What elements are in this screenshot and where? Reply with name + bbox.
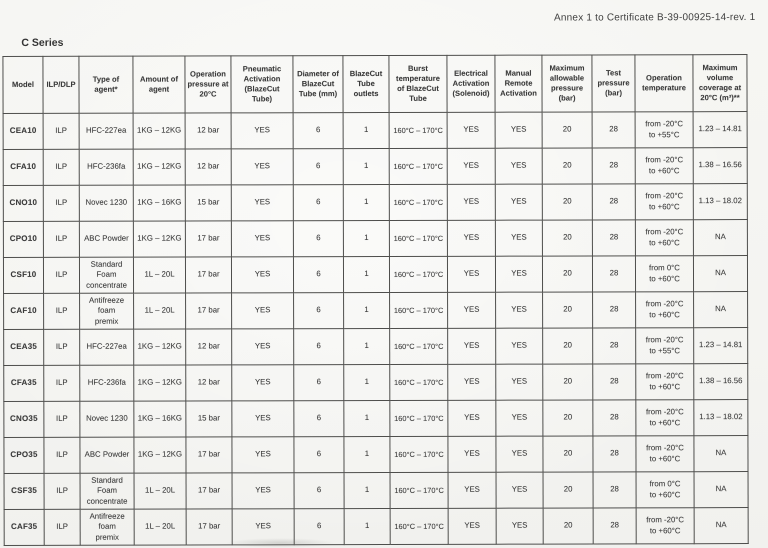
- column-header: Model: [3, 56, 43, 113]
- cell: 1: [343, 256, 389, 292]
- cell: 1: [344, 508, 390, 544]
- cell: YES: [447, 112, 495, 148]
- table-row: [4, 472, 748, 510]
- model-cell: CEA35: [4, 329, 44, 365]
- cell: 20: [542, 148, 592, 184]
- column-header: Operation temperature: [635, 55, 693, 112]
- cell: 17 bar: [186, 509, 232, 545]
- cell: from -20°C to +60°C: [635, 148, 693, 184]
- cell: 1.38 – 16.56: [693, 148, 747, 184]
- cell: YES: [496, 436, 543, 472]
- cell: 1.23 – 14.81: [693, 112, 747, 148]
- cell: YES: [232, 365, 294, 401]
- cell: from -20°C to +60°C: [636, 508, 694, 544]
- cell: ILP: [44, 293, 80, 329]
- cell: YES: [448, 328, 496, 364]
- cell: 12 bar: [185, 113, 231, 149]
- cell: NA: [694, 508, 748, 544]
- cell: 20: [543, 364, 593, 400]
- column-header: ILP/DLP: [43, 56, 79, 113]
- cell: 1: [344, 292, 390, 328]
- cell: YES: [495, 112, 542, 148]
- cell: 6: [294, 509, 344, 545]
- cell: 160°C – 170°C: [389, 256, 447, 292]
- model-cell: CNO35: [4, 401, 44, 437]
- cell: YES: [496, 508, 543, 544]
- cell: 1KG – 12KG: [133, 113, 185, 149]
- cell: YES: [495, 220, 542, 256]
- cell: NA: [694, 436, 748, 472]
- cell: 1.38 – 16.56: [694, 364, 748, 400]
- model-cell: CSF10: [3, 257, 43, 293]
- cell: 6: [294, 365, 344, 401]
- cell: YES: [447, 184, 495, 220]
- cell: ABC Powder: [80, 437, 134, 473]
- cell: 6: [294, 401, 344, 437]
- cell: 17 bar: [186, 437, 232, 473]
- cell: YES: [448, 508, 496, 544]
- cell: 17 bar: [185, 257, 231, 293]
- model-cell: CPO10: [3, 221, 43, 257]
- model-cell: CFA10: [3, 149, 43, 185]
- column-header: Pneumatic Activation (BlazeCut Tube): [231, 56, 293, 113]
- cell: 28: [593, 400, 636, 436]
- cell: 1L – 20L: [133, 257, 185, 293]
- cell: YES: [447, 148, 495, 184]
- cell: YES: [232, 293, 294, 329]
- column-header: Manual Remote Activation: [495, 55, 542, 112]
- cell: from -20°C to +55°C: [636, 328, 694, 364]
- cell: 20: [543, 436, 593, 472]
- cell: 6: [293, 257, 343, 293]
- cell: 17 bar: [185, 221, 231, 257]
- cell: 160°C – 170°C: [390, 364, 448, 400]
- cell: Novec 1230: [79, 185, 133, 221]
- cell: 20: [542, 220, 592, 256]
- table-body: [3, 112, 748, 546]
- cell: ILP: [44, 329, 80, 365]
- cell: 1.13 – 18.02: [694, 400, 748, 436]
- cell: 12 bar: [186, 365, 232, 401]
- cell: 28: [592, 112, 635, 148]
- series-title: C Series: [21, 36, 64, 49]
- cell: ILP: [44, 365, 80, 401]
- cell: NA: [693, 256, 747, 292]
- cell: 12 bar: [185, 149, 231, 185]
- cell: 1L – 20L: [134, 509, 186, 545]
- cell: 1KG – 16KG: [134, 401, 186, 437]
- cell: ILP: [44, 437, 80, 473]
- cell: 160°C – 170°C: [390, 328, 448, 364]
- cell: from 0°C to +60°C: [636, 472, 694, 508]
- cell: 17 bar: [186, 473, 232, 509]
- cell: Standard Foam concentrate: [79, 257, 133, 293]
- cell: 1KG – 12KG: [133, 221, 185, 257]
- cell: 1: [344, 364, 390, 400]
- table-row: [4, 400, 748, 438]
- cell: NA: [694, 472, 748, 508]
- model-cell: CFA35: [4, 365, 44, 401]
- model-cell: CPO35: [4, 437, 44, 473]
- column-header: Electrical Activation (Solenoid): [447, 55, 495, 112]
- cell: 28: [592, 220, 635, 256]
- column-header: Maximum allowable pressure (bar): [542, 55, 592, 112]
- cell: YES: [496, 472, 543, 508]
- cell: Antifreeze foam premix: [80, 509, 134, 545]
- cell: ILP: [43, 113, 79, 149]
- cell: 160°C – 170°C: [390, 436, 448, 472]
- cell: 1L – 20L: [134, 293, 186, 329]
- cell: 1KG – 12KG: [133, 149, 185, 185]
- cell: YES: [448, 472, 496, 508]
- annex-reference: Annex 1 to Certificate B-39-00925-14-rev. 1: [554, 12, 756, 24]
- cell: YES: [232, 329, 294, 365]
- cell: 1: [344, 436, 390, 472]
- column-header: Maximum volume coverage at 20°C (m³)**: [693, 55, 747, 112]
- cell: HFC-227ea: [80, 329, 134, 365]
- cell: Novec 1230: [80, 401, 134, 437]
- table-row: [3, 148, 747, 186]
- cell: from -20°C to +60°C: [636, 292, 694, 328]
- cell: HFC-236fa: [79, 149, 133, 185]
- column-header: BlazeCut Tube outlets: [343, 55, 389, 112]
- cell: 1: [343, 112, 389, 148]
- model-cell: CAF35: [4, 509, 44, 545]
- model-cell: CNO10: [3, 185, 43, 221]
- cell: YES: [496, 328, 543, 364]
- cell: 160°C – 170°C: [389, 220, 447, 256]
- cell: 1: [343, 184, 389, 220]
- cell: ILP: [43, 221, 79, 257]
- cell: YES: [232, 401, 294, 437]
- cell: 28: [593, 472, 636, 508]
- model-cell: CSF35: [4, 473, 44, 509]
- cell: YES: [495, 184, 542, 220]
- cell: 20: [543, 292, 593, 328]
- cell: YES: [231, 149, 293, 185]
- model-cell: CAF10: [4, 293, 44, 329]
- spec-table: [2, 54, 748, 546]
- cell: Antifreeze foam premix: [80, 293, 134, 329]
- cell: 1: [344, 328, 390, 364]
- cell: YES: [496, 292, 543, 328]
- cell: YES: [231, 221, 293, 257]
- cell: YES: [495, 256, 542, 292]
- cell: 28: [592, 256, 635, 292]
- cell: Standard Foam concentrate: [80, 473, 134, 509]
- cell: 28: [593, 508, 636, 544]
- cell: from -20°C to +60°C: [635, 184, 693, 220]
- cell: 20: [542, 112, 592, 148]
- cell: 160°C – 170°C: [389, 112, 447, 148]
- cell: 1KG – 12KG: [134, 437, 186, 473]
- cell: NA: [694, 292, 748, 328]
- cell: 6: [294, 473, 344, 509]
- cell: YES: [496, 400, 543, 436]
- cell: from -20°C to +60°C: [636, 436, 694, 472]
- cell: 6: [293, 185, 343, 221]
- cell: from -20°C to +55°C: [635, 112, 693, 148]
- cell: YES: [232, 509, 294, 545]
- cell: HFC-236fa: [80, 365, 134, 401]
- cell: 6: [294, 437, 344, 473]
- cell: 160°C – 170°C: [389, 148, 447, 184]
- column-header: Diameter of BlazeCut Tube (mm): [293, 56, 343, 113]
- cell: 28: [593, 328, 636, 364]
- table-head: [3, 55, 747, 114]
- cell: YES: [231, 113, 293, 149]
- cell: NA: [693, 220, 747, 256]
- cell: 160°C – 170°C: [390, 472, 448, 508]
- cell: 12 bar: [186, 329, 232, 365]
- cell: ILP: [44, 401, 80, 437]
- cell: 1.23 – 14.81: [694, 328, 748, 364]
- cell: 1KG – 16KG: [133, 185, 185, 221]
- cell: YES: [447, 256, 495, 292]
- cell: YES: [448, 364, 496, 400]
- cell: YES: [496, 364, 543, 400]
- cell: 17 bar: [186, 293, 232, 329]
- cell: 28: [592, 184, 635, 220]
- cell: 20: [543, 400, 593, 436]
- cell: ABC Powder: [79, 221, 133, 257]
- cell: 15 bar: [185, 185, 231, 221]
- table-row: [4, 328, 748, 366]
- cell: 1.13 – 18.02: [693, 184, 747, 220]
- cell: 6: [293, 149, 343, 185]
- table-row: [3, 220, 747, 258]
- cell: 1KG – 12KG: [134, 365, 186, 401]
- table-header-row: [3, 55, 747, 114]
- table-row: [4, 364, 748, 402]
- table-row: [4, 436, 748, 474]
- cell: 1: [343, 220, 389, 256]
- cell: 160°C – 170°C: [390, 292, 448, 328]
- cell: YES: [448, 292, 496, 328]
- table-row: [3, 184, 747, 222]
- cell: 1: [344, 472, 390, 508]
- cell: ILP: [44, 473, 80, 509]
- cell: from -20°C to +60°C: [636, 400, 694, 436]
- cell: 1KG – 12KG: [134, 329, 186, 365]
- cell: YES: [232, 437, 294, 473]
- cell: YES: [232, 473, 294, 509]
- model-cell: CEA10: [3, 113, 43, 149]
- cell: 6: [294, 329, 344, 365]
- cell: ILP: [43, 257, 79, 293]
- cell: 28: [593, 364, 636, 400]
- cell: 160°C – 170°C: [389, 184, 447, 220]
- cell: 20: [542, 256, 592, 292]
- cell: ILP: [43, 149, 79, 185]
- column-header: Test pressure (bar): [592, 55, 635, 112]
- cell: 160°C – 170°C: [390, 508, 448, 544]
- table-row: [4, 508, 748, 546]
- table-row: [3, 256, 747, 294]
- cell: 28: [593, 292, 636, 328]
- cell: YES: [448, 400, 496, 436]
- cell: YES: [447, 220, 495, 256]
- cell: YES: [231, 257, 293, 293]
- cell: YES: [231, 185, 293, 221]
- cell: 1L – 20L: [134, 473, 186, 509]
- cell: YES: [495, 148, 542, 184]
- cell: HFC-227ea: [79, 113, 133, 149]
- column-header: Type of agent*: [79, 56, 133, 113]
- cell: 1: [343, 148, 389, 184]
- cell: 6: [293, 221, 343, 257]
- cell: 20: [543, 328, 593, 364]
- cell: 20: [542, 184, 592, 220]
- column-header: Amount of agent: [133, 56, 185, 113]
- cell: 20: [543, 472, 593, 508]
- cell: 28: [593, 436, 636, 472]
- column-header: Burst temperature of BlazeCut Tube: [389, 55, 447, 112]
- cell: 160°C – 170°C: [390, 400, 448, 436]
- cell: from -20°C to +60°C: [635, 220, 693, 256]
- cell: from 0°C to +60°C: [635, 256, 693, 292]
- table-row: [3, 112, 747, 150]
- cell: 1: [344, 400, 390, 436]
- column-header: Operation pressure at 20°C: [185, 56, 231, 113]
- table-row: [4, 292, 748, 330]
- cell: ILP: [44, 509, 80, 545]
- cell: from -20°C to +60°C: [636, 364, 694, 400]
- cell: 20: [543, 508, 593, 544]
- cell: 28: [592, 148, 635, 184]
- cell: 6: [293, 113, 343, 149]
- cell: ILP: [43, 185, 79, 221]
- cell: 6: [294, 293, 344, 329]
- cell: YES: [448, 436, 496, 472]
- cell: 15 bar: [186, 401, 232, 437]
